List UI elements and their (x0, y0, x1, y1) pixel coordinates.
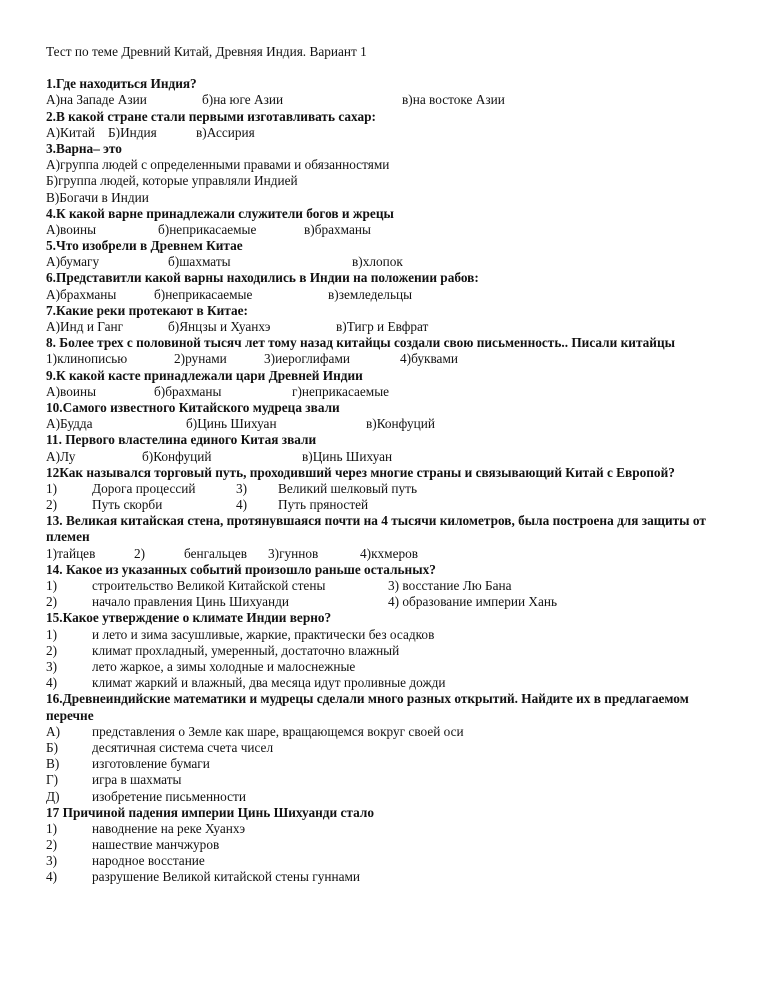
answer-row (46, 837, 726, 853)
answer: разрушение Великой китайской стены гуннами (92, 869, 361, 885)
answer-row (46, 853, 726, 869)
answers-1 (46, 92, 726, 108)
answers-10 (46, 416, 726, 432)
answer: в)земледельцы (328, 286, 413, 302)
answer: 3) восстание Лю Бана (388, 578, 512, 594)
answer: 4) образование империи Хань (388, 594, 558, 610)
answers-13 (46, 546, 726, 562)
question-17: 17 Причиной падения империи Цинь Шихуанди стало (46, 804, 374, 820)
question-3: 3.Варна– это (46, 140, 122, 156)
answer: десятичная система счета чисел (92, 739, 274, 755)
answer-number: 4) (46, 675, 58, 691)
answer-row (46, 659, 726, 675)
answers-14a (46, 578, 726, 594)
answer: Дорога процессий (92, 480, 196, 496)
answer: А)брахманы (46, 286, 117, 302)
answer: лето жаркое, а зимы холодные и малоснежные (92, 659, 356, 674)
answer-number: 2) (46, 642, 58, 658)
answer: б)на юге Азии (202, 92, 284, 108)
answers-14b (46, 594, 726, 610)
answer-number: 1) (46, 626, 58, 642)
answer: б)неприкасаемые (154, 286, 253, 302)
answer: в)на востоке Азии (402, 92, 505, 108)
answer: А)Китай (46, 124, 96, 140)
answer: в)хлопок (352, 254, 403, 270)
answers-12a (46, 481, 726, 497)
answer-number: Д) (46, 788, 60, 804)
answer-row (46, 740, 726, 756)
answers-4 (46, 222, 726, 238)
question-15: 15.Какое утверждение о климате Индии верно? (46, 610, 332, 626)
answer: б)Цинь Шихуан (186, 416, 277, 432)
answer: Великий шелковый путь (278, 480, 418, 496)
document-title: Тест по теме Древний Китай, Древняя Индия. Вариант 1 (46, 44, 367, 59)
answer: Б)Индия (108, 124, 157, 140)
answers-5 (46, 254, 726, 270)
answer-number: В) (46, 756, 60, 772)
answer: 3)иероглифами (264, 351, 350, 367)
answer-number: 2) (46, 497, 58, 513)
answers-2 (46, 125, 726, 141)
answer: климат жаркий и влажный, два месяца идут проливные дожди (92, 675, 446, 691)
answer: и лето и зима засушливые, жаркие, практически без осадков (92, 626, 435, 642)
question-13: 13. Великая китайская стена, протянувшаяся почти на 4 тысячи километров, была построена для защиты от племен (46, 513, 706, 545)
answer: А)воины (46, 383, 97, 399)
answer: б)неприкасаемые (158, 221, 257, 237)
answer: изготовление бумаги (92, 756, 210, 772)
answer: 4)буквами (400, 351, 458, 367)
answers-11 (46, 449, 726, 465)
question-6: 6.Представитли какой варны находились в Индии на положении рабов: (46, 270, 479, 286)
answer: б)шахматы (168, 254, 231, 270)
answer: нашествие манчжуров (92, 837, 220, 853)
answer: народное восстание (92, 853, 205, 869)
answer: в)Цинь Шихуан (302, 448, 393, 464)
answer: Путь скорби (92, 497, 163, 513)
question-8: 8. Более трех с половиной тысяч лет тому назад китайцы создали свою письменность.. Писали китайцы (46, 335, 675, 351)
answer: изобретение письменности (92, 788, 246, 804)
answer: игра в шахматы (92, 772, 182, 788)
answers-7 (46, 319, 726, 335)
answer-row (46, 789, 726, 805)
answer-number: 2) (46, 594, 58, 610)
question-14: 14. Какое из указанных событий произошло раньше остальных? (46, 561, 436, 577)
answer: представления о Земле как шаре, вращающемся вокруг своей оси (92, 723, 464, 739)
answer: наводнение на реке Хуанхэ (92, 820, 246, 836)
answers-12b (46, 497, 726, 513)
answer-row (46, 724, 726, 740)
answer-number: Б) (46, 739, 59, 755)
answer-number: 1) (46, 578, 58, 594)
test-document (46, 44, 726, 886)
answer: в)брахманы (304, 221, 371, 237)
question-5: 5.Что изобрели в Древнем Китае (46, 238, 243, 254)
answer-row (46, 869, 726, 885)
question-2: 2.В какой стране стали первыми изготавливать сахар: (46, 108, 376, 124)
question-4: 4.К какой варне принадлежали служители богов и жрецы (46, 205, 394, 221)
answer: 1)клинописью (46, 351, 128, 367)
answer: В)Богачи в Индии (46, 189, 149, 205)
answer: А)Инд и Ганг (46, 319, 124, 334)
answer: А)Будда (46, 416, 93, 432)
answer-number: 4) (236, 497, 248, 513)
answer: А)Лу (46, 448, 76, 464)
answer: Б)группа людей, которые управляли Индией (46, 173, 298, 189)
answer: бенгальцев (184, 545, 248, 561)
answer-row (46, 675, 726, 691)
answer: А)воины (46, 221, 97, 237)
answer: климат прохладный, умеренный, достаточно влажный (92, 642, 400, 658)
answer-row (46, 643, 726, 659)
answer-number: 4) (46, 869, 58, 885)
answer-number: 1) (46, 480, 58, 496)
answer: в)Ассирия (196, 124, 255, 140)
answer: б)Конфуций (142, 448, 212, 464)
answer: б)Янцзы и Хуанхэ (168, 319, 271, 334)
answers-9 (46, 384, 726, 400)
answer: 1)тайцев (46, 545, 96, 561)
question-10: 10.Самого известного Китайского мудреца звали (46, 399, 340, 415)
answer: А)группа людей с определенными правами и обязанностями (46, 157, 390, 173)
question-16: 16.Древнеиндийские математики и мудрецы сделали много разных открытий. Найдите их в предлагаемом перечне (46, 691, 689, 723)
answer-row (46, 756, 726, 772)
answer-number: 3) (236, 480, 248, 496)
question-9: 9.К какой касте принадлежали цари Древней Индии (46, 367, 363, 383)
answer-row (46, 821, 726, 837)
question-1: 1.Где находиться Индия? (46, 76, 197, 92)
answer: в)Тигр и Евфрат (336, 319, 429, 334)
answer: 3)гуннов (268, 545, 319, 561)
answer-number: 3) (46, 659, 58, 674)
answers-6 (46, 287, 726, 303)
answer-number: Г) (46, 772, 59, 788)
answer: в)Конфуций (366, 416, 435, 432)
answer-row (46, 772, 726, 788)
question-7: 7.Какие реки протекают в Китае: (46, 302, 248, 318)
answer: г)неприкасаемые (292, 383, 390, 399)
answer-number: 2) (134, 545, 146, 561)
answer-number: А) (46, 723, 61, 739)
question-12: 12Как назывался торговый путь, проходивший через многие страны и связывающий Китай с Европой? (46, 464, 675, 480)
answer: А)бумагу (46, 254, 100, 270)
answer: начало правления Цинь Шихуанди (92, 594, 290, 610)
answer: б)брахманы (154, 383, 222, 399)
answer: А)на Западе Азии (46, 92, 147, 108)
answer: 4)кхмеров (360, 545, 419, 561)
answers-8 (46, 351, 726, 367)
answer: Путь пряностей (278, 497, 369, 513)
answer-number: 1) (46, 820, 58, 836)
question-11: 11. Первого властелина единого Китая звали (46, 432, 317, 448)
answer-row (46, 627, 726, 643)
answer: 2)рунами (174, 351, 227, 367)
answer-number: 2) (46, 837, 58, 853)
answer: строительство Великой Китайской стены (92, 578, 326, 594)
answer-number: 3) (46, 853, 58, 869)
